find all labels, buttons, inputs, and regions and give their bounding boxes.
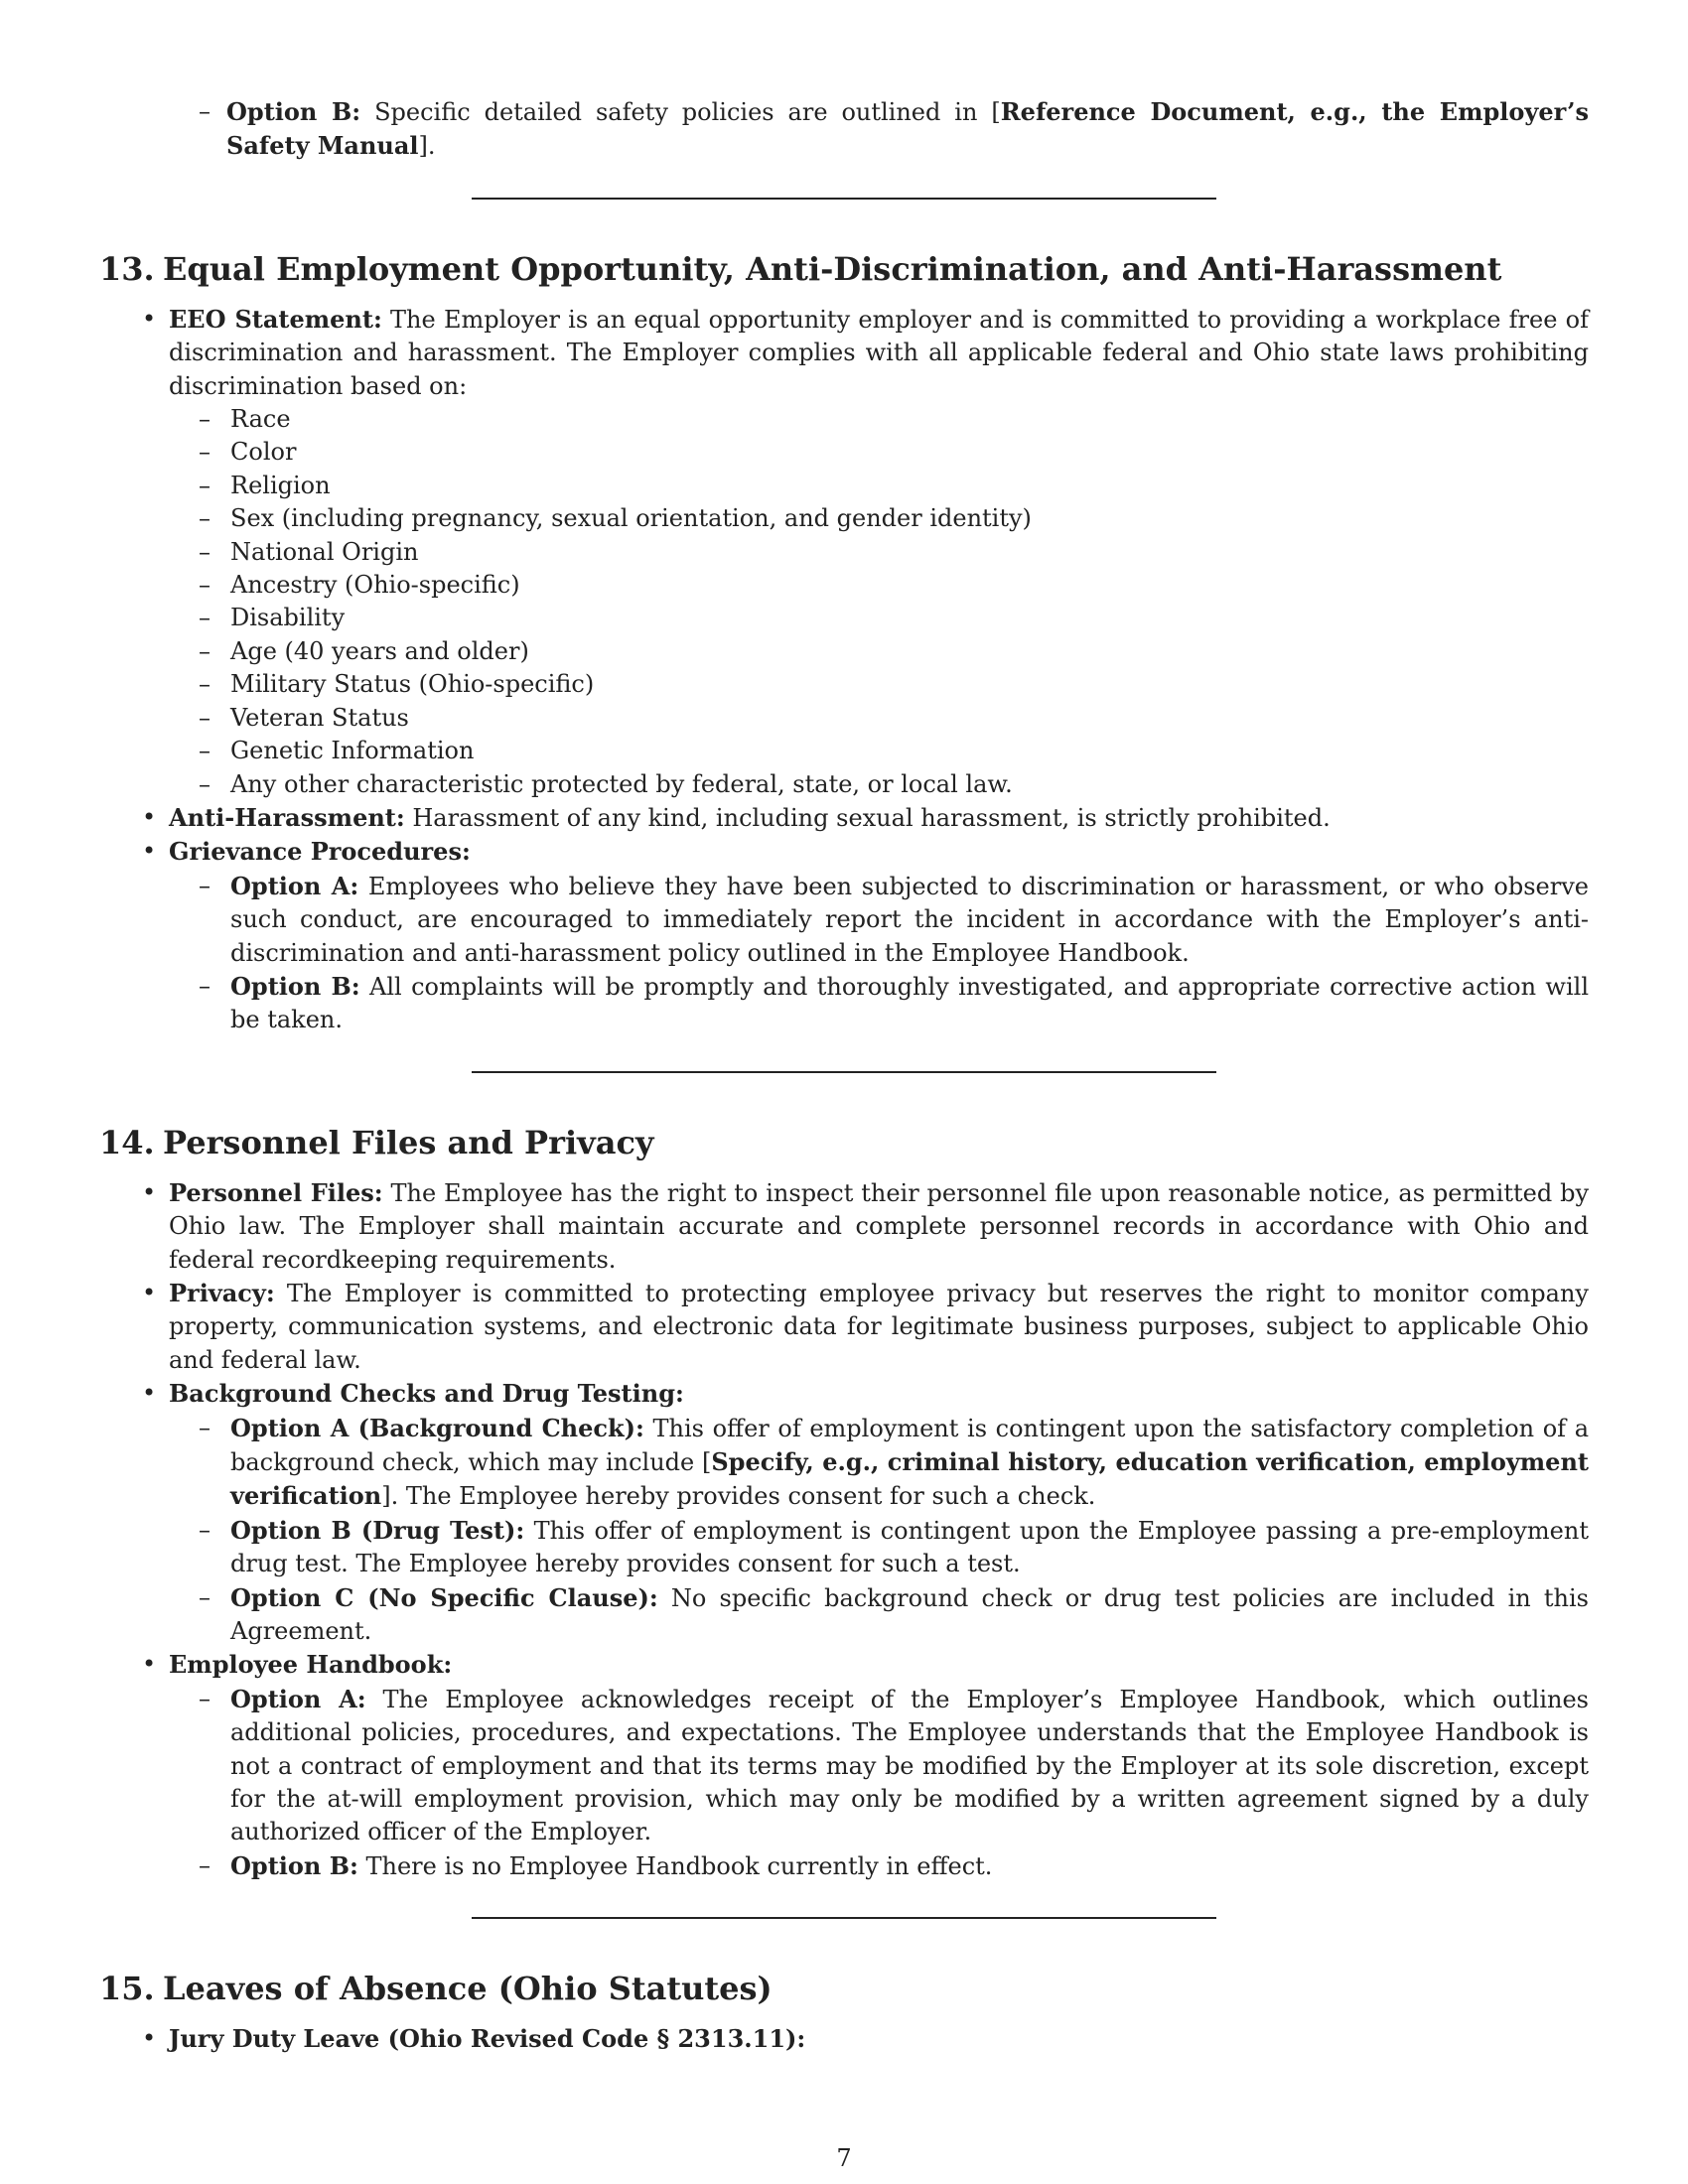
item-label: Personnel Files: xyxy=(169,1177,383,1207)
option-label: Option A (Background Check): xyxy=(230,1413,644,1442)
grievance-options xyxy=(169,870,1589,1037)
section-13-list xyxy=(99,303,1589,1037)
reference-placeholder: Reference Document, e.g., the Employer’s Safety Manual xyxy=(226,97,1589,161)
item-label: Background Checks and Drug Testing: xyxy=(169,1379,684,1409)
bullet-marker: • xyxy=(142,1278,157,1306)
protected-class-item xyxy=(169,668,1589,701)
dash-marker: – xyxy=(199,1515,211,1544)
dash-marker: – xyxy=(199,737,211,765)
item-text: The Employer is an equal opportunity employer and is committed to providing a workplace free of discrimination and harassment. The Employer complies with all applicable federal and Ohio state laws prohibiting discrimination based on: xyxy=(169,305,1589,400)
item-label: Jury Duty Leave (Ohio Revised Code § 2313.11): xyxy=(169,2024,806,2054)
anti-harassment-item xyxy=(99,801,1589,835)
section-title: Leaves of Absence (Ohio Statutes) xyxy=(163,1970,773,2008)
item-label: Anti-Harassment: xyxy=(169,802,405,832)
bullet-marker: • xyxy=(142,2024,157,2053)
section-divider xyxy=(472,1917,1216,1919)
protected-class-item xyxy=(169,470,1589,502)
option-text: The Employee acknowledges receipt of the Employer’s Employee Handbook, which outlines additional policies, procedures, and expectations. The Employee understands that the Employee Handbook is not a contract of employment and that its terms may be modified by the Employer at its sole discretion, except for the at-will employment provision, which may only be modified by a written agreement signed by a duly authorized officer of the Employer. xyxy=(230,1685,1589,1846)
protected-class-text: Military Status (Ohio-specific) xyxy=(230,670,595,699)
bullet-marker: • xyxy=(142,802,157,831)
handbook-options xyxy=(169,1683,1589,1883)
bullet-marker: • xyxy=(142,1650,157,1679)
background-option-c xyxy=(169,1581,1589,1649)
protected-class-text: Color xyxy=(230,438,297,467)
section-number: 14. xyxy=(99,1123,155,1161)
protected-class-item xyxy=(169,569,1589,602)
protected-class-text: Ancestry (Ohio-specific) xyxy=(230,571,520,600)
dash-marker: – xyxy=(199,537,211,566)
dash-marker: – xyxy=(199,471,211,499)
jury-duty-item xyxy=(99,2022,1589,2056)
option-text: There is no Employee Handbook currently in effect. xyxy=(357,1851,993,1880)
protected-class-item xyxy=(169,635,1589,668)
protected-class-item xyxy=(169,536,1589,569)
option-label: Option A: xyxy=(230,1684,366,1713)
grievance-option-a xyxy=(169,870,1589,970)
option-text: Specific detailed safety policies are outlined in [ xyxy=(360,98,1001,126)
protected-class-text: Veteran Status xyxy=(230,703,409,732)
protected-class-item xyxy=(169,403,1589,436)
protected-class-text: Age (40 years and older) xyxy=(230,636,529,665)
background-checks-item xyxy=(99,1377,1589,1648)
section-15-heading xyxy=(99,1969,1589,2008)
protected-classes-list xyxy=(169,403,1589,801)
background-options xyxy=(169,1412,1589,1649)
option-label: Option B (Drug Test): xyxy=(230,1515,525,1545)
dash-marker: – xyxy=(199,871,211,899)
bullet-marker: • xyxy=(142,1379,157,1408)
handbook-option-a xyxy=(169,1683,1589,1849)
protected-class-item xyxy=(169,602,1589,634)
option-text-end: ]. xyxy=(418,132,436,161)
dash-marker: – xyxy=(199,1684,211,1712)
dash-marker: – xyxy=(199,703,211,732)
dash-marker: – xyxy=(199,971,211,1000)
handbook-option-b xyxy=(169,1849,1589,1883)
protected-class-item xyxy=(169,768,1589,801)
dash-marker: – xyxy=(199,97,211,125)
bullet-marker: • xyxy=(142,304,157,333)
dash-marker: – xyxy=(199,604,211,632)
item-text: The Employee has the right to inspect their personnel file upon reasonable notice, as permitted by Ohio law. The Employer shall maintain accurate and complete personnel records in accordance with Ohio and federal recordkeeping requirements. xyxy=(169,1178,1590,1274)
item-label: EEO Statement: xyxy=(169,304,382,334)
protected-class-item xyxy=(169,436,1589,469)
protected-class-text: National Origin xyxy=(230,537,419,566)
option-text: Employees who believe they have been subjected to discrimination or harassment, or who observe such conduct, are encouraged to immediately report the incident in accordance with the Employer’s anti-discrimination and anti-harassment policy outlined in the Employee Handbook. xyxy=(230,872,1589,967)
section-divider xyxy=(472,198,1216,200)
section-title: Personnel Files and Privacy xyxy=(163,1123,654,1161)
section-13-heading xyxy=(99,249,1589,289)
dash-marker: – xyxy=(199,636,211,665)
section-14-heading xyxy=(99,1123,1589,1162)
personnel-files-item xyxy=(99,1176,1589,1277)
grievance-item xyxy=(99,835,1589,1036)
dash-marker: – xyxy=(199,571,211,600)
option-text: All complaints will be promptly and thoroughly investigated, and appropriate corrective action will be taken. xyxy=(230,972,1589,1034)
option-text: No specific background check or drug test policies are included in this Agreement. xyxy=(230,1583,1589,1646)
dash-marker: – xyxy=(199,1850,211,1879)
background-option-b xyxy=(169,1514,1589,1581)
option-label: Option B: xyxy=(226,97,361,126)
eeo-statement-item xyxy=(99,303,1589,801)
section-15-list xyxy=(99,2022,1589,2056)
item-label: Employee Handbook: xyxy=(169,1650,453,1680)
protected-class-item xyxy=(169,502,1589,535)
protected-class-text: Sex (including pregnancy, sexual orientation, and gender identity) xyxy=(230,504,1032,533)
section-number: 15. xyxy=(99,1970,155,2008)
dash-marker: – xyxy=(199,670,211,699)
dash-marker: – xyxy=(199,405,211,434)
item-label: Privacy: xyxy=(169,1278,275,1307)
option-text-end: ]. The Employee hereby provides consent for such a check. xyxy=(381,1482,1096,1511)
protected-class-text: Genetic Information xyxy=(230,737,475,765)
safety-option-b xyxy=(99,95,1589,164)
option-text: This offer of employment is contingent upon the satisfactory completion of a background check, which may include [ xyxy=(230,1414,1589,1476)
protected-class-text: Disability xyxy=(230,604,346,632)
bullet-marker: • xyxy=(142,837,157,866)
item-text: The Employer is committed to protecting employee privacy but reserves the right to monitor company property, communication systems, and electronic data for legitimate business purposes, subject to applicable Ohio and federal law. xyxy=(169,1279,1589,1374)
option-label: Option B: xyxy=(230,971,360,1001)
protected-class-item xyxy=(169,735,1589,767)
section-14-list xyxy=(99,1176,1589,1884)
dash-marker: – xyxy=(199,1582,211,1611)
privacy-item xyxy=(99,1277,1589,1377)
dash-marker: – xyxy=(199,504,211,533)
background-option-a xyxy=(169,1412,1589,1514)
specify-placeholder: Specify, e.g., criminal history, education verification, employment verification xyxy=(230,1447,1589,1511)
protected-class-text: Religion xyxy=(230,471,331,499)
option-label: Option A: xyxy=(230,871,359,900)
section-divider xyxy=(472,1071,1216,1073)
option-label: Option B: xyxy=(230,1850,358,1880)
bullet-marker: • xyxy=(142,1177,157,1206)
protected-class-text: Race xyxy=(230,405,291,434)
dash-marker: – xyxy=(199,769,211,798)
dash-marker: – xyxy=(199,1413,211,1441)
dash-marker: – xyxy=(199,438,211,467)
protected-class-text: Any other characteristic protected by federal, state, or local law. xyxy=(230,769,1013,798)
option-label: Option C (No Specific Clause): xyxy=(230,1582,658,1612)
item-label: Grievance Procedures: xyxy=(169,837,471,867)
protected-class-item xyxy=(169,702,1589,735)
section-number: 13. xyxy=(99,249,155,288)
item-text: Harassment of any kind, including sexual harassment, is strictly prohibited. xyxy=(404,803,1331,832)
option-text: This offer of employment is contingent upon the Employee passing a pre-employment drug test. The Employee hereby provides consent for such a test. xyxy=(230,1516,1589,1578)
page-number: 7 xyxy=(836,2144,852,2172)
employee-handbook-item xyxy=(99,1648,1589,1883)
grievance-option-b xyxy=(169,970,1589,1037)
section-title: Equal Employment Opportunity, Anti-Discrimination, and Anti-Harassment xyxy=(163,249,1502,288)
